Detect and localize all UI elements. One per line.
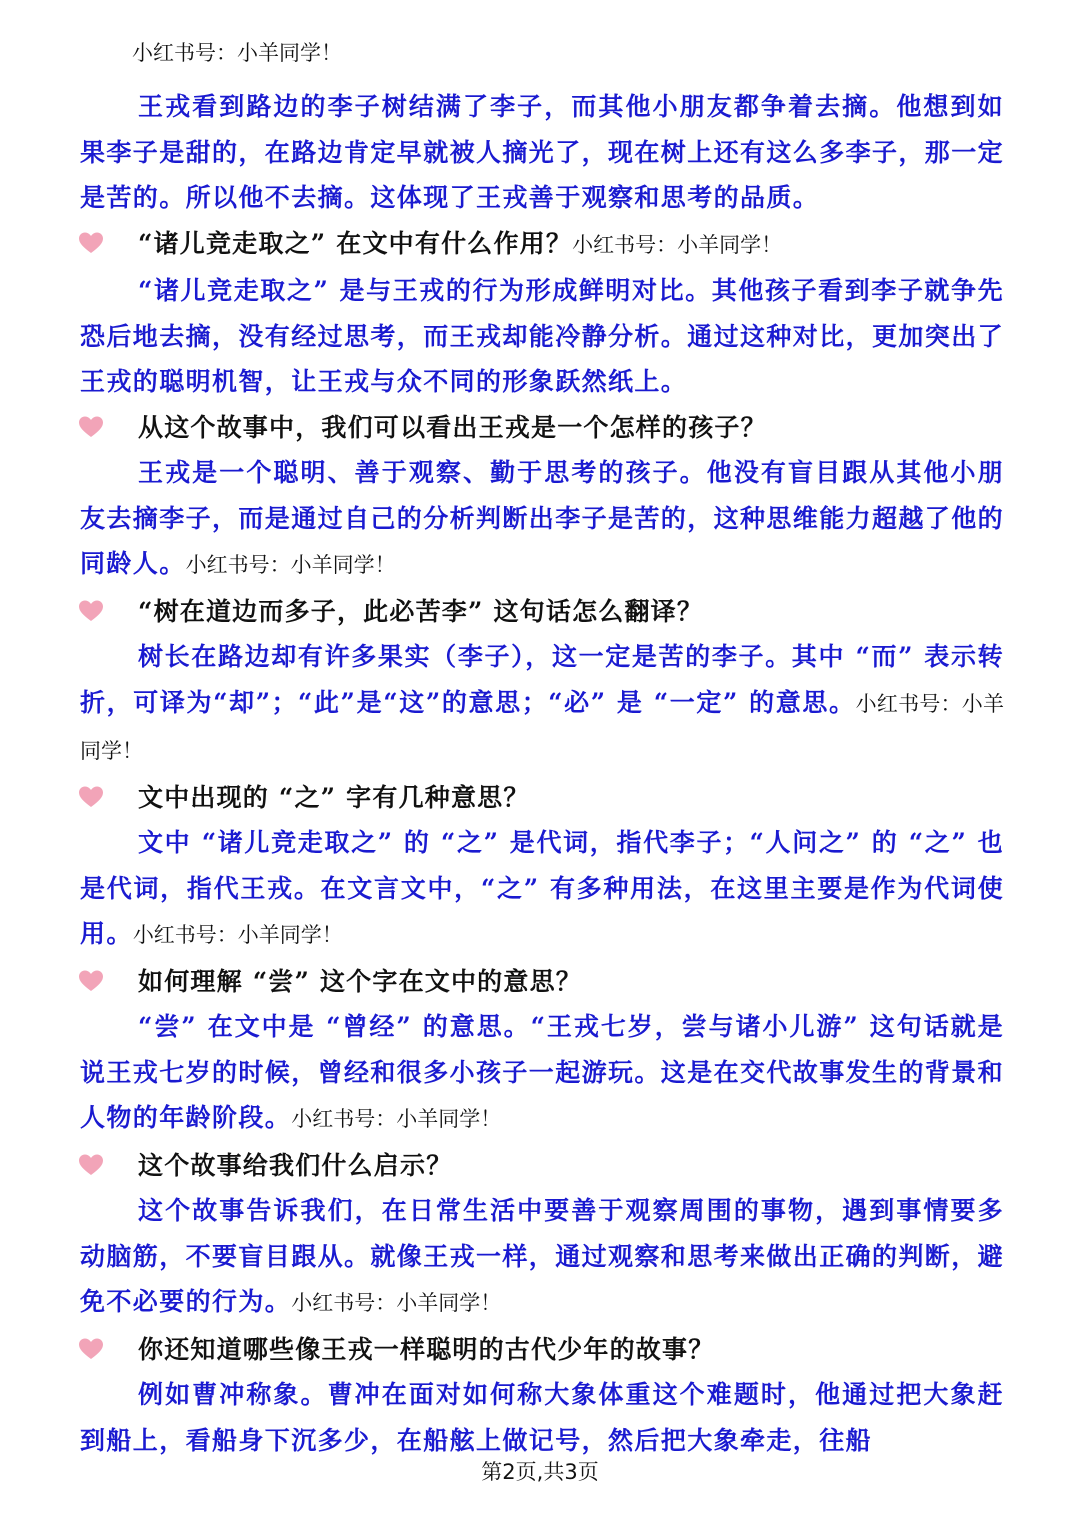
answer-text: 王戎是一个聪明、善于观察、勤于思考的孩子。他没有盲目跟从其他小朋友去摘李子，而是通过自己的分析判断出李子是苦的，这种思维能力超越了他的同龄人。	[80, 458, 1005, 578]
answer-text: 这个故事告诉我们，在日常生活中要善于观察周围的事物，遇到事情要多动脑筋，不要盲目跟从。就像王戎一样，通过观察和思考来做出正确的判断，避免不必要的行为。	[80, 1196, 1005, 1316]
answer-paragraph	[80, 1188, 1004, 1327]
heart-icon	[78, 1153, 104, 1177]
answer-text: 树长在路边却有许多果实（李子），这一定是苦的李子。其中 “而” 表示转折，可译为“却”；“此”是“这”的意思；“必” 是 “一定” 的意思。	[80, 642, 1004, 717]
inline-watermark: 小红书号：小羊同学！	[185, 553, 396, 577]
question-text: 你还知道哪些像王戎一样聪明的古代少年的故事？	[138, 1334, 715, 1364]
inline-watermark: 小红书号：小羊同学！	[132, 923, 343, 947]
inline-watermark: 小红书号：小羊同学！	[291, 1291, 502, 1315]
question-paragraph	[80, 1327, 1004, 1373]
answer-text: “尝” 在文中是 “曾经” 的意思。“王戎七岁，尝与诸小儿游” 这句话就是说王戎七岁的时候，曾经和很多小孩子一起游玩。这是在交代故事发生的背景和人物的年龄阶段。	[80, 1012, 1005, 1132]
question-paragraph	[80, 589, 1004, 635]
answer-paragraph	[80, 84, 1004, 221]
question-paragraph	[80, 405, 1004, 451]
heart-icon	[78, 231, 104, 255]
question-paragraph	[80, 221, 1004, 269]
page-footer: 第2页,共3页	[481, 1460, 599, 1484]
question-text: 文中出现的 “之” 字有几种意思？	[138, 782, 530, 812]
inline-watermark: 小红书号：小羊同学！	[572, 232, 783, 257]
answer-paragraph	[80, 268, 1004, 405]
heart-icon	[78, 969, 104, 993]
answer-text: 例如曹冲称象。曹冲在面对如何称大象体重这个难题时，他通过把大象赶到船上，看船身下沉多少，在船舷上做记号，然后把大象牵走，往船	[80, 1380, 1004, 1455]
question-paragraph	[80, 775, 1004, 821]
heart-icon	[78, 1337, 104, 1361]
top-watermark: 小红书号：小羊同学！	[132, 41, 342, 65]
question-text: 如何理解 “尝” 这个字在文中的意思？	[138, 966, 582, 996]
inline-watermark: 小红书号：小羊同学！	[291, 1107, 502, 1131]
heart-icon	[78, 785, 104, 809]
question-text: “树在道边而多子，此必苦李” 这句话怎么翻译？	[138, 596, 704, 626]
question-paragraph	[80, 959, 1004, 1005]
question-text: 从这个故事中，我们可以看出王戎是一个怎样的孩子？	[138, 412, 767, 442]
answer-text: 王戎看到路边的李子树结满了李子，而其他小朋友都争着去摘。他想到如果李子是甜的，在路边肯定早就被人摘光了，现在树上还有这么多李子，那一定是苦的。所以他不去摘。这体现了王戎善于观察和思考的品质。	[80, 92, 1005, 212]
question-paragraph	[80, 1143, 1004, 1189]
answer-text: 文中 “诸儿竞走取之” 的 “之” 是代词，指代李子；“人问之” 的 “之” 也是代词，指代王戎。在文言文中，“之” 有多种用法，在这里主要是作为代词使用。	[80, 828, 1004, 948]
answer-paragraph	[80, 634, 1004, 775]
answer-paragraph	[80, 820, 1004, 959]
answer-paragraph	[80, 1004, 1004, 1143]
question-text: 这个故事给我们什么启示？	[138, 1150, 453, 1180]
answer-paragraph	[80, 450, 1004, 589]
document-body	[80, 84, 1004, 1463]
inline-watermark: 小红书号：小羊同学！	[80, 691, 1005, 763]
answer-text: “诸儿竞走取之” 是与王戎的行为形成鲜明对比。其他孩子看到李子就争先恐后地去摘，没有经过思考，而王戎却能冷静分析。通过这种对比，更加突出了王戎的聪明机智，让王戎与众不同的形象跃然纸上。	[80, 276, 1005, 396]
heart-icon	[78, 415, 104, 439]
heart-icon	[78, 599, 104, 623]
answer-paragraph	[80, 1372, 1004, 1463]
question-text: “诸儿竞走取之” 在文中有什么作用？	[138, 228, 573, 258]
